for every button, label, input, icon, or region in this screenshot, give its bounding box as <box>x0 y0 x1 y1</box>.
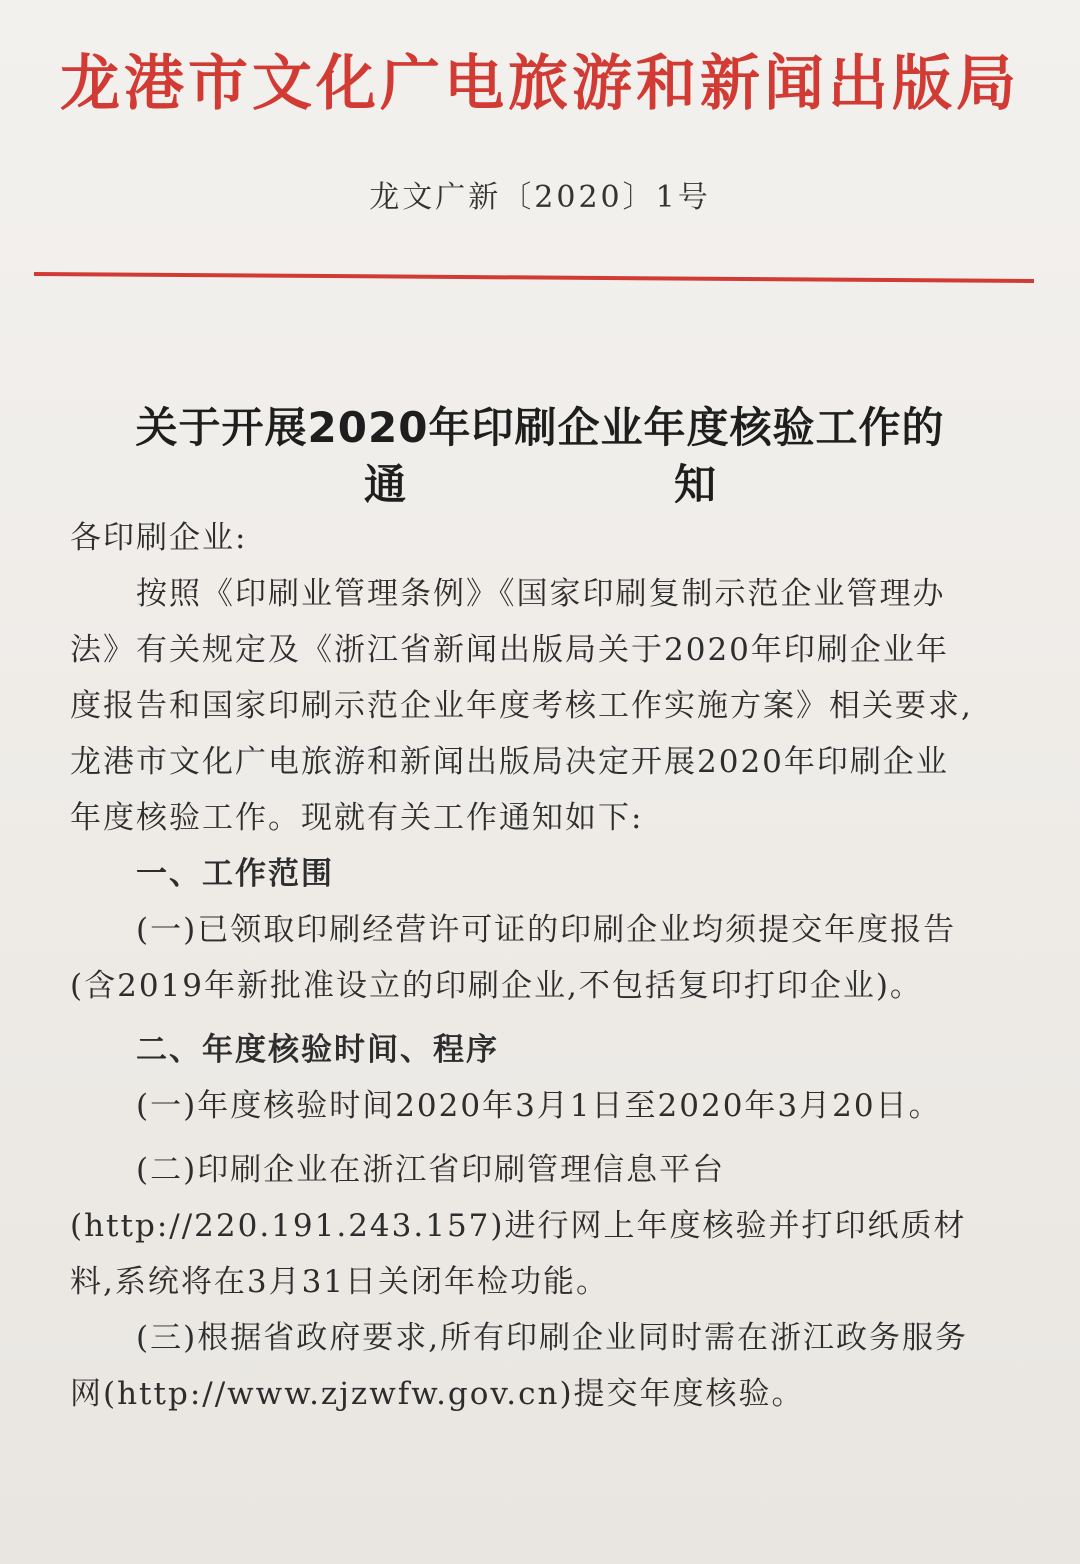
section2-heading: 二、年度核验时间、程序 <box>136 1032 499 1068</box>
section1-item1: (一)已领取印刷经营许可证的印刷企业均须提交年度报告(含2019年新批准设立的印刷企业,不包括复印打印企业)。 <box>70 912 957 1004</box>
intro-paragraph: 按照《印刷业管理条例》《国家印刷复制示范企业管理办法》有关规定及《浙江省新闻出版局关于2020年印刷企业年度报告和国家印刷示范企业年度考核工作实施方案》相关要求,龙港市文化广电旅游和新闻出版局决定开展2020年印刷企业年度核验工作。现就有关工作通知如下: <box>70 576 973 836</box>
red-divider-line <box>34 272 1034 283</box>
document-number: 龙文广新〔2020〕1号 <box>369 180 711 215</box>
notice-body <box>70 510 980 1422</box>
section2-item3: (三)根据省政府要求,所有印刷企业同时需在浙江政务服务网(http://www.zjzwfw.gov.cn)提交年度核验。 <box>70 1320 969 1412</box>
section1-heading: 一、工作范围 <box>136 856 334 892</box>
section2-item2: (二)印刷企业在浙江省印刷管理信息平台(http://220.191.243.157)进行网上年度核验并打印纸质材料,系统将在3月31日关闭年检功能。 <box>70 1152 967 1300</box>
agency-masthead: 龙港市文化广电旅游和新闻出版局 <box>60 49 1020 119</box>
salutation: 各印刷企业: <box>70 520 248 556</box>
notice-title-line1: 关于开展2020年印刷企业年度核验工作的 <box>135 403 945 452</box>
notice-title-line2: 通知 <box>363 460 984 509</box>
section2-item1: (一)年度核验时间2020年3月1日至2020年3月20日。 <box>136 1088 942 1124</box>
